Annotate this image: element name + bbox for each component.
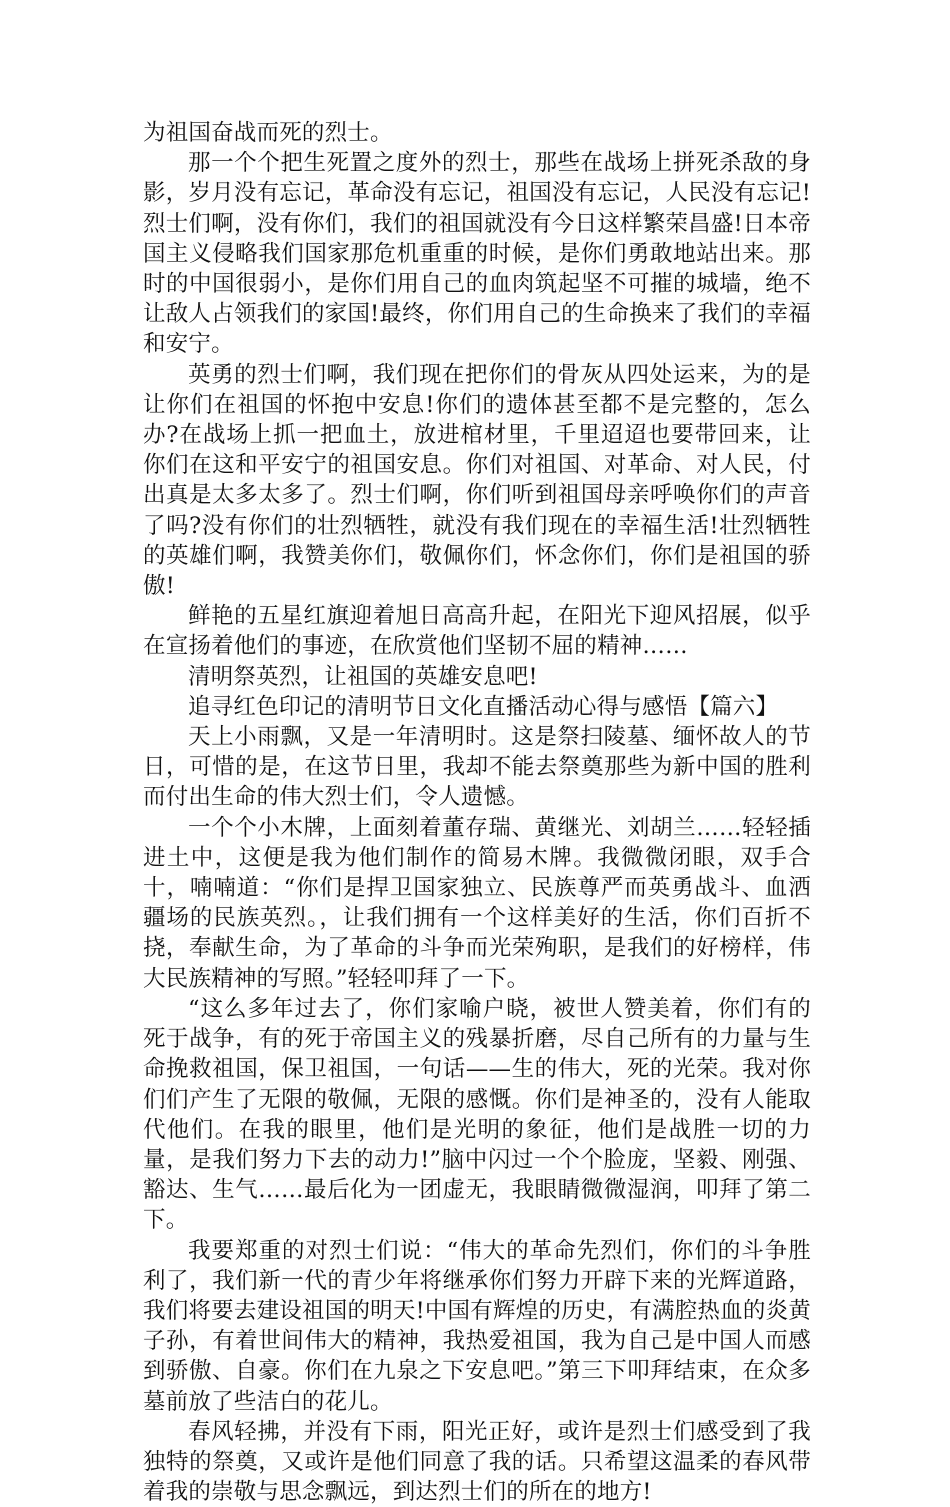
paragraph: 天上小雨飘，又是一年清明时。这是祭扫陵墓、缅怀故人的节日，可惜的是，在这节日里，我却不能去祭奠那些为新中国的胜利而付出生命的伟大烈士们，令人遗憾。 xyxy=(143,724,811,811)
paragraph: 那一个个把生死置之度外的烈士，那些在战场上拼死杀敌的身影，岁月没有忘记，革命没有忘记，祖国没有忘记，人民没有忘记!烈士们啊，没有你们，我们的祖国就没有今日这样繁荣昌盛!日本帝国主义侵略我们国家那危机重重的时候，是你们勇敢地站出来。那时的中国很弱小，是你们用自己的血肉筑起坚不可摧的城墙，绝不让敌人占领我们的家国!最终，你们用自己的生命换来了我们的幸福和安宁。 xyxy=(143,150,811,358)
paragraph: 清明祭英烈，让祖国的英雄安息吧! xyxy=(188,663,538,690)
document-page xyxy=(143,118,811,1507)
paragraph: 我要郑重的对烈士们说：“伟大的革命先烈们，你们的斗争胜利了，我们新一代的青少年将继承你们努力开辟下来的光辉道路，我们将要去建设祖国的明天!中国有辉煌的历史，有满腔热血的炎黄子孙，有着世间伟大的精神，我热爱祖国，我为自己是中国人而感到骄傲、自豪。你们在九泉之下安息吧。”第三下叩拜结束，在众多墓前放了些洁白的花儿。 xyxy=(143,1237,811,1415)
paragraph: 英勇的烈士们啊，我们现在把你们的骨灰从四处运来，为的是让你们在祖国的怀抱中安息!你们的遗体甚至都不是完整的，怎么办?在战场上抓一把血土，放进棺材里，千里迢迢也要带回来，让你们在这和平安宁的祖国安息。你们对祖国、对革命、对人民，付出真是太多太多了。烈士们啊，你们听到祖国母亲呼唤你们的声音了吗?没有你们的壮烈牺牲，就没有我们现在的幸福生活!壮烈牺牲的英雄们啊，我赞美你们，敬佩你们，怀念你们，你们是祖国的骄傲! xyxy=(143,361,811,600)
section-heading: 追寻红色印记的清明节日文化直播活动心得与感悟【篇六】 xyxy=(188,693,779,720)
paragraph-continuation: 为祖国奋战而死的烈士。 xyxy=(143,120,393,146)
paragraph: 一个个小木牌，上面刻着董存瑞、黄继光、刘胡兰……轻轻插进土中，这便是我为他们制作的简易木牌。我微微闭眼，双手合十，喃喃道：“你们是捍卫国家独立、民族尊严而英勇战斗、血洒疆场的民族英烈。，让我们拥有一个这样美好的生活，你们百折不挠，奉献生命，为了革命的斗争而光荣殉职，是我们的好榜样，伟大民族精神的写照。”轻轻叩拜了一下。 xyxy=(143,814,811,992)
paragraph: 鲜艳的五星红旗迎着旭日高高升起，在阳光下迎风招展，似乎在宣扬着他们的事迹，在欣赏他们坚韧不屈的精神…… xyxy=(143,603,811,660)
paragraph: “这么多年过去了，你们家喻户晓，被世人赞美着，你们有的死于战争，有的死于帝国主义的残暴折磨，尽自己所有的力量与生命挽救祖国，保卫祖国，一句话——生的伟大，死的光荣。我对你们们产生了无限的敬佩，无限的感慨。你们是神圣的，没有人能取代他们。在我的眼里，他们是光明的象征，他们是战胜一切的力量，是我们努力下去的动力!”脑中闪过一个个脸庞，坚毅、刚强、豁达、生气……最后化为一团虚无，我眼睛微微湿润，叩拜了第二下。 xyxy=(143,995,811,1234)
paragraph: 春风轻拂，并没有下雨，阳光正好，或许是烈士们感受到了我独特的祭奠，又或许是他们同意了我的话。只希望这温柔的春风带着我的崇敬与思念飘远，到达烈士们的所在的地方! xyxy=(143,1418,811,1506)
